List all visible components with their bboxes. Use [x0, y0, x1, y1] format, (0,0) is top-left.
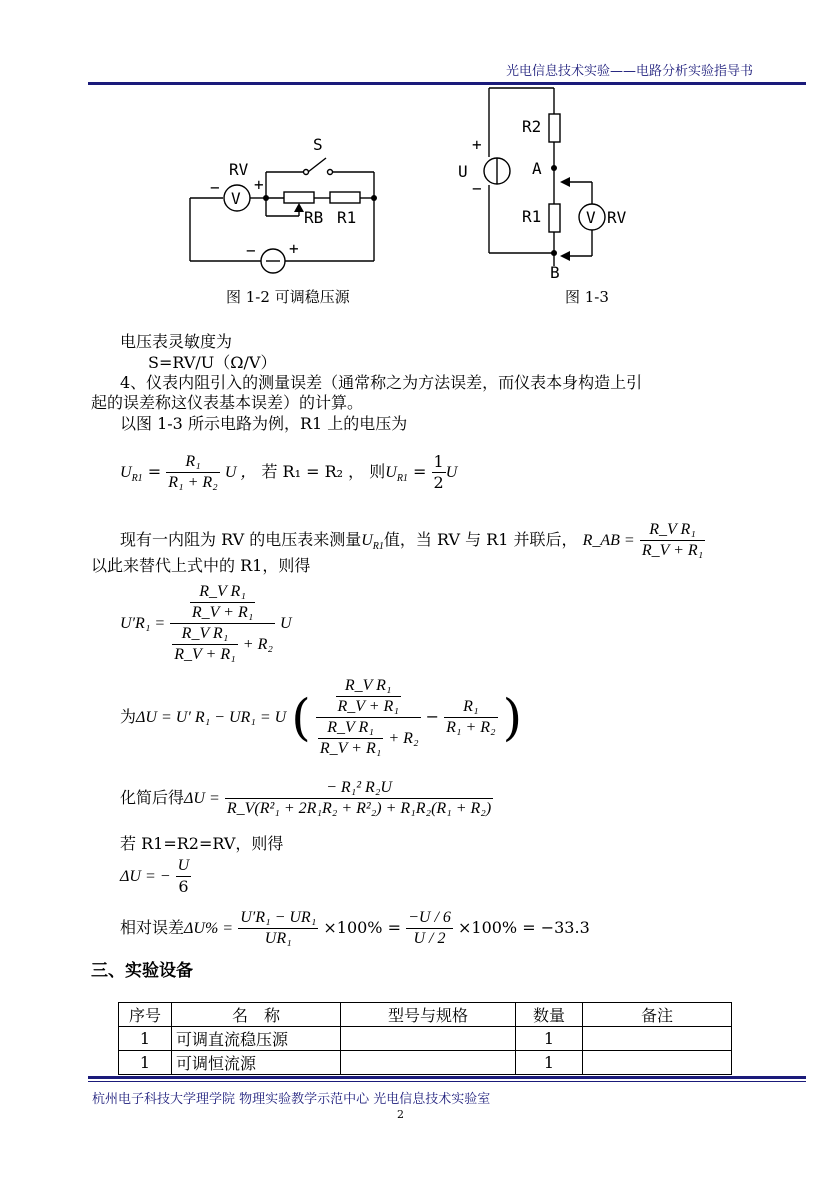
- col-header: 序号: [119, 1003, 172, 1027]
- text-line-5: 以图 1-3 所示电路为例，R1 上的电压为: [120, 414, 408, 433]
- fraction-half: $\frac{1}{2}$: [433, 452, 444, 492]
- page-number: 2: [397, 1108, 404, 1121]
- label-rv: RV: [607, 208, 627, 227]
- col-header: 型号与规格: [341, 1003, 516, 1027]
- fraction-rab: $\frac{\text{R\_V R₁}}{\text{R\_V + R₁}}$: [641, 521, 704, 559]
- col-header: 备注: [583, 1003, 732, 1027]
- equation-4: 化简后得ΔU = $\frac{\text{− R₁² R₂U}}{\text{R\_V(R²₁ + 2R₁R₂ + R²₂) + R₁R₂(R₁ + R₂)}}$: [120, 779, 492, 817]
- figure-1-3-caption: 图 1-3: [565, 288, 609, 306]
- label-plus: +: [472, 135, 482, 154]
- section-title: 三、实验设备: [91, 961, 193, 981]
- text-line-8: 若 R1=R2=RV，则得: [120, 834, 284, 853]
- footer-rule: [88, 1076, 806, 1079]
- label-v: V: [586, 208, 596, 227]
- text-line-1: 电压表灵敏度为: [120, 332, 233, 351]
- text-line-6: 现有一内阻为 RV 的电压表来测量$U_{R1}$值，当 RV 与 R1 并联后， R_AB = $\frac{\text{R\_V R₁}}{\text{R\_V + R₁}}$: [120, 521, 704, 559]
- figure-1-3-circuit: [444, 86, 644, 280]
- label-minus-bottom: −: [246, 241, 256, 260]
- label-u: U: [458, 162, 468, 181]
- label-b: B: [550, 263, 560, 280]
- header-rule: [88, 82, 806, 85]
- running-header: 光电信息技术实验——电路分析实验指导书: [505, 64, 753, 79]
- label-minus: −: [472, 179, 482, 198]
- col-header: 数量: [516, 1003, 583, 1027]
- table-header-row: [119, 1003, 732, 1027]
- equation-1: $U_{R1}$ = $\frac{\text{R₁}}{\text{R₁ + R₂}}$ U ， 若 R₁ = R₂ ， 则$U_{R1}$ = $\frac{1}{2}$ U: [120, 452, 458, 492]
- label-plus-bottom: +: [289, 239, 299, 258]
- figure-1-2-circuit: [180, 128, 400, 278]
- text-line-4: 起的误差称这仪表基本误差）的计算。: [91, 393, 364, 412]
- label-r2: R2: [522, 117, 542, 136]
- table-row: 1 可调直流稳压源 1: [119, 1027, 732, 1051]
- equation-5: ΔU = − $\frac{U}{6}$: [120, 857, 190, 896]
- label-minus-left: −: [210, 178, 220, 197]
- label-a: A: [532, 159, 542, 178]
- table-row: 1 可调恒流源 1: [119, 1051, 732, 1075]
- figure-1-2-caption: 图 1-2 可调稳压源: [226, 288, 350, 306]
- label-rb: RB: [304, 208, 324, 227]
- label-plus-left: +: [254, 175, 264, 194]
- label-s: S: [313, 135, 323, 154]
- text-line-7: 以此来替代上式中的 R1，则得: [91, 556, 311, 575]
- equipment-table: [118, 1002, 732, 1075]
- fraction-1: $\frac{\text{R₁}}{\text{R₁ + R₂}}$: [168, 453, 218, 491]
- label-rv: RV: [229, 160, 249, 179]
- text-line-2: S=RV/U（Ω/V）: [148, 353, 277, 372]
- text-line-3: 4、仪表内阻引入的测量误差（通常称之为方法误差，而仪表本身构造上引: [120, 373, 643, 392]
- footer-text: 杭州电子科技大学理学院 物理实验教学示范中心 光电信息技术实验室: [92, 1092, 491, 1107]
- equation-3: 为ΔU = U′ R₁ − UR₁ = U ( $\frac{\text{R\_V R₁}}{\text{R\_V + R₁}}$ $\frac{\text{R\_V R₁}}{\text{R\_V + R₁}}$ + R₂ − $\frac{\text{R₁}}{\text{R₁ + R₂}}$ ): [120, 677, 523, 757]
- footer-rule-thin: [88, 1081, 806, 1082]
- equation-6: 相对误差ΔU% = $\frac{\text{U′R₁ − UR₁}}{\text{UR₁}}$ ×100% = $\frac{-U / 6}{U / 2}$ ×100% = −33.3: [120, 909, 590, 947]
- label-v: V: [231, 189, 241, 208]
- label-r1: R1: [337, 208, 357, 227]
- label-r1: R1: [522, 207, 542, 226]
- equation-2: U′R₁ = $\frac{\text{R\_V R₁}}{\text{R\_V + R₁}}$ $\frac{\text{R\_V R₁}}{\text{R\_V + R₁}}$ + R₂ U: [120, 583, 292, 663]
- col-header: 名 称: [172, 1003, 341, 1027]
